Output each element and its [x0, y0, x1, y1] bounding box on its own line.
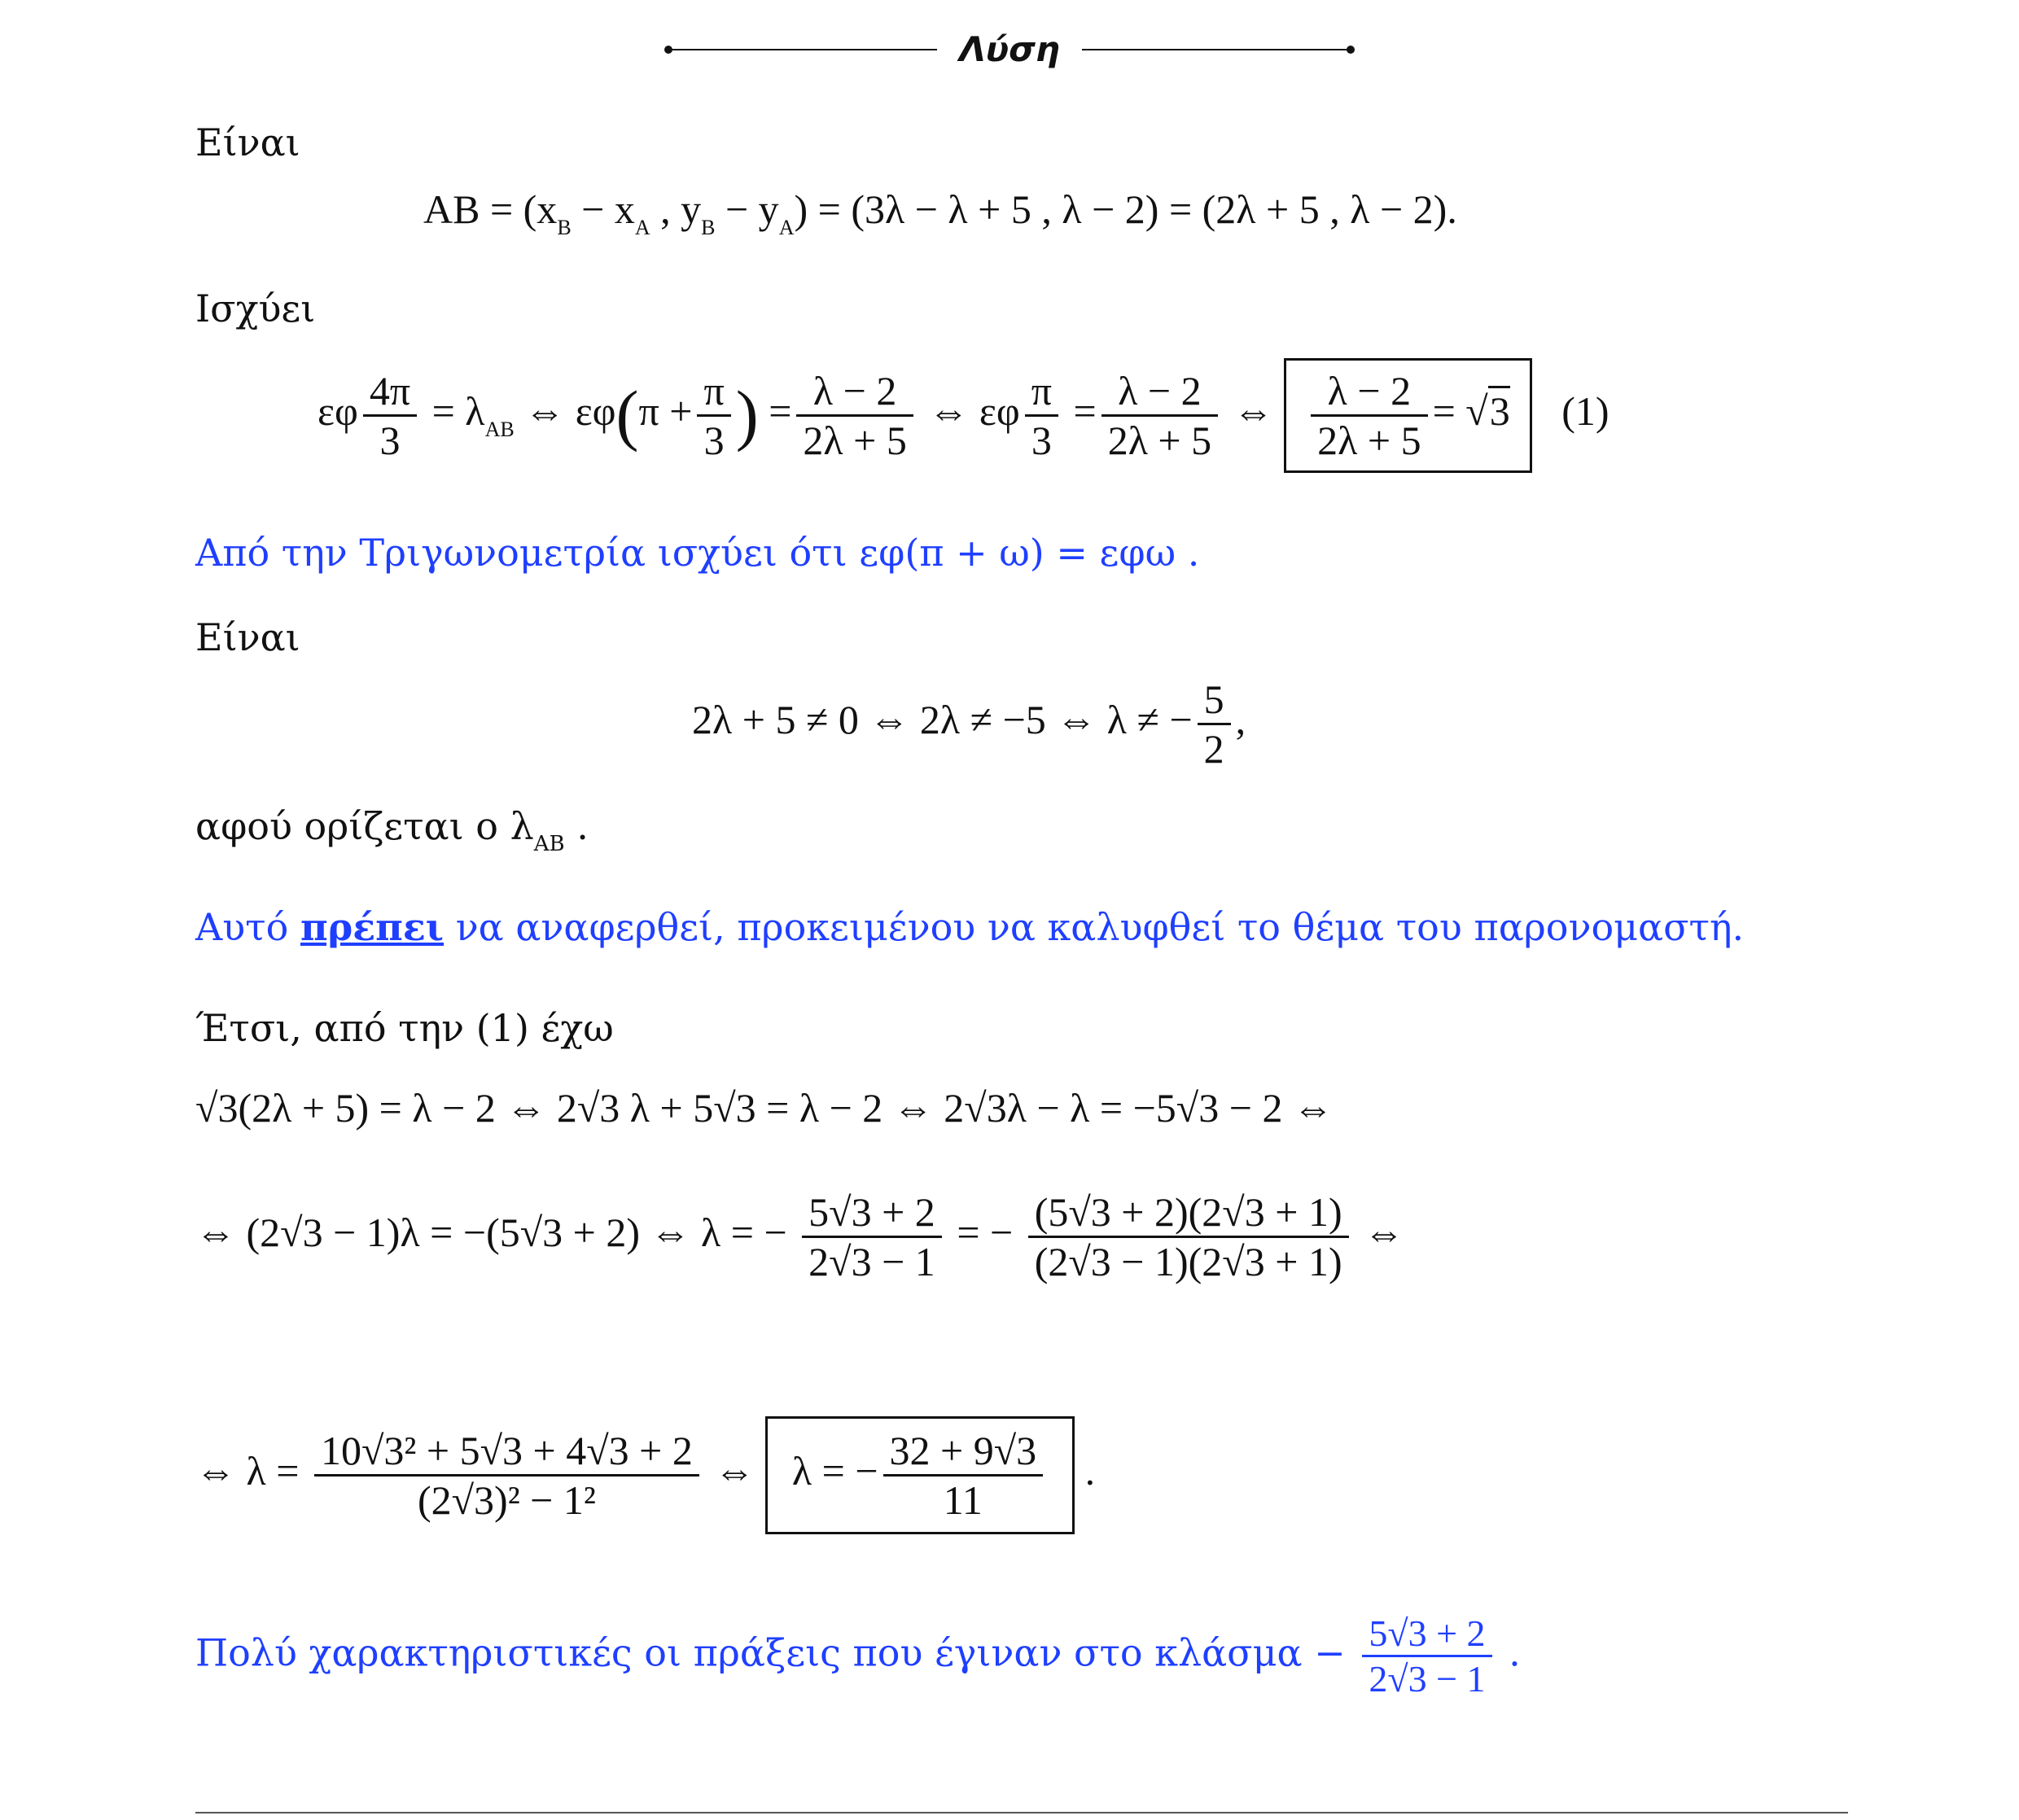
- paragraph-afou: αφού ορίζεται ο $\lambda_{AB}$ .: [195, 804, 589, 856]
- equation-vector-ab: AB = ($x_B - x_A$ , $y_B - y_A) = (3\lambda - \lambda + 5$ , λ − 2) = (2λ + 5 , λ − 2).: [423, 186, 1457, 239]
- note-trigonometry: Από την Τριγωνομετρία ισχύει ότι εφ(π + ω) = εφω .: [195, 531, 1200, 575]
- header-rule-left: [668, 49, 937, 50]
- paragraph-etsi: Έτσι, από την (1) έχω: [195, 1006, 614, 1050]
- equation-label-1: (1): [1561, 387, 1610, 434]
- header-rule-right: [1082, 49, 1351, 50]
- equation-tangent: εφ $\frac{4\pi}{3}$ = $\lambda_{AB}$ ⇔ εφ(π + $\frac{\pi}{3}$ ) = $\frac{\lambda - 2}{2\lambda + 5}$ ⇔ εφ $\frac{\pi}{3}$ = $\frac{\lambda - 2}{2\lambda + 5}$ ⇔ $\frac{\lambda - 2}{2\lambda + 5}$ = √3 (1): [318, 358, 1610, 473]
- paragraph-isxyei: Ισχύει: [195, 287, 316, 330]
- emphasis-prepei: πρέπει: [300, 905, 445, 949]
- bottom-divider: [195, 1812, 1848, 1813]
- paragraph-einai-1: Είναι: [195, 120, 300, 164]
- note-denominator: Αυτό πρέπει να αναφερθεί, προκειμένου να καλυφθεί το θέμα του παρονομαστή.: [195, 905, 1745, 949]
- equation-denominator: 2λ + 5 ≠ 0 ⇔ 2λ ≠ −5 ⇔ λ ≠ − $\frac{5}{2}$ ,: [692, 676, 1246, 772]
- boxed-equation-1: $\frac{\lambda - 2}{2\lambda + 5}$ = √3: [1284, 358, 1532, 473]
- solution-header: [0, 29, 2019, 69]
- boxed-result: λ = − $\frac{32 + 9√3}{11}$: [765, 1416, 1075, 1534]
- note-fraction-operations: Πολύ χαρακτηριστικές οι πράξεις που έγιναν στο κλάσμα − $\frac{5√3 + 2}{2√3 - 1}$ .: [195, 1612, 1521, 1700]
- equation-step-1: √3(2λ + 5) = λ − 2 ⇔ 2√3 λ + 5√3 = λ − 2 ⇔ 2√3λ − λ = −5√3 − 2 ⇔: [195, 1085, 1334, 1131]
- equation-step-2: ⇔ (2√3 − 1)λ = −(5√3 + 2) ⇔ λ = − $\frac{5√3 + 2}{2√3 - 1}$ = − $\frac{(5√3 + 2)(2√3 + 1)}{(2√3 - 1)(2√3 + 1)}$ ⇔: [195, 1189, 1405, 1284]
- paragraph-einai-2: Είναι: [195, 615, 300, 659]
- equation-step-3: ⇔ λ = $\frac{\text{10√3² + 5√3 + 4√3 + 2}}{\text{(2√3)² − 1²}}$ ⇔ λ = − $\frac{32 + 9√3}{11}$ .: [195, 1416, 1095, 1534]
- solution-title: Λύση: [959, 29, 1060, 69]
